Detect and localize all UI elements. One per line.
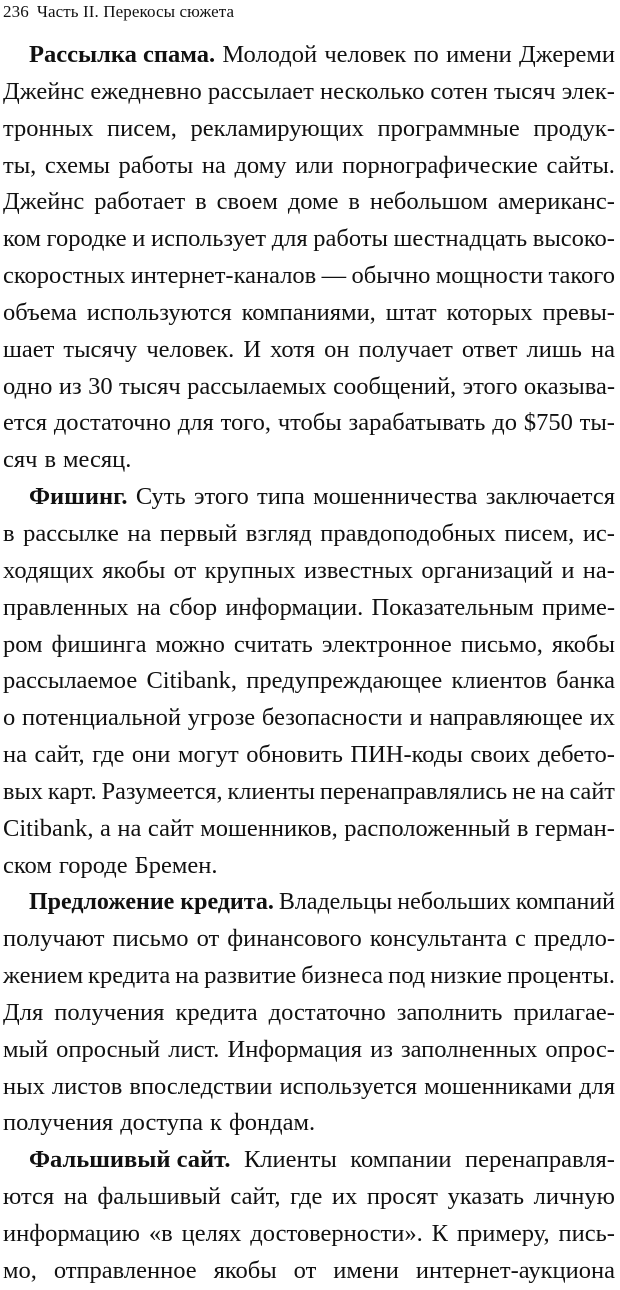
word: работы [313,225,388,253]
word: используется [279,1072,418,1100]
word: штат [385,298,437,326]
word: они [131,741,171,769]
word: тысяч [119,372,181,400]
word: из [58,372,82,400]
word: их [331,1183,358,1211]
word: Суть [135,483,186,511]
word: где [290,1183,323,1211]
word: заключается [485,483,615,511]
word: шестнадцать [393,225,528,253]
word: на [63,1183,88,1211]
text-line [3,74,615,111]
word: вых [3,777,43,805]
word: по [413,41,439,68]
word: в [516,814,529,842]
word: сотен [430,77,488,105]
word: человек [324,41,407,68]
word: «в [148,1220,173,1247]
word: имени [446,41,512,68]
word: схемы [44,151,110,179]
word: опрос- [545,1035,615,1063]
word: в [3,519,15,547]
word: одно [3,372,53,400]
word: на [201,151,226,179]
word: чтобы [277,409,342,437]
word: герман- [534,814,615,842]
text-line [3,405,615,442]
body-text [3,37,615,1290]
text-line [3,737,615,774]
word: финансового [227,925,362,953]
word: продук- [533,114,615,142]
text-line [3,111,615,148]
word: первый [159,519,238,547]
word: Молодой [222,41,318,68]
text-line [3,221,615,258]
word: обычно [351,262,431,290]
text-line [3,921,615,958]
text-line [3,884,615,921]
word: на [590,335,615,363]
word: рассылке [23,519,119,547]
text-line [3,37,615,74]
word: развитие [204,962,297,990]
word: сайты. [546,151,615,179]
word: сайт, [34,741,85,769]
word: он [324,335,350,363]
word: к [210,1109,222,1137]
word: мошенниками [424,1072,572,1100]
word: городке [46,225,127,253]
word: фишинга [51,630,147,658]
word: для [579,1072,615,1100]
word: и [561,556,575,584]
text-line [3,332,615,369]
word: К [431,1220,448,1247]
text-line [3,1142,615,1179]
word: на [540,777,565,805]
word: сайт [569,777,615,805]
word: низкие [430,962,502,990]
word: этого [462,372,518,400]
word: отправленное [53,1256,197,1284]
word: такого [548,262,615,290]
word: ром [3,630,43,658]
word: для [177,409,214,437]
word: а [100,814,111,842]
word: интернет-аукциона [415,1256,615,1284]
word: Citibank, [3,814,94,842]
word: просят [366,1183,438,1211]
word: ПИН-коды [350,741,463,769]
word: указать [447,1183,525,1211]
page-number: 236 [3,2,29,21]
word: интернет-каналов [130,262,317,290]
word: известных [303,556,414,584]
word: предло- [533,925,615,953]
word: считать [233,630,313,658]
word: шает [3,335,55,363]
word: кредита [88,962,171,990]
word: Джейнс [3,77,85,105]
word: не [512,777,536,805]
word: на- [582,556,615,584]
word: под [388,962,426,990]
word: консультанта [369,925,507,953]
word: 30 [88,372,113,400]
word: на [3,741,27,769]
word: своих [470,741,531,769]
word: получения [3,1109,114,1137]
word: Показательным [371,593,534,621]
word: листов [51,1072,123,1100]
word: целях [181,1220,242,1247]
word: Бремен. [134,851,218,879]
word: проценты. [506,962,615,990]
word: сайт [147,814,194,842]
word: правленных [3,593,129,621]
word: в [44,446,57,474]
word: того, [220,409,272,437]
text-line [3,848,615,885]
text-line [3,479,615,516]
word: пись- [558,1220,615,1247]
word: своем [216,188,278,216]
text-line [3,184,615,221]
word: ется [3,409,48,437]
word: от [173,556,197,584]
text-line [3,258,615,295]
word: тронных [3,114,94,142]
word: якобы [102,556,166,584]
word: их [589,704,615,732]
text-line [3,442,615,479]
word: оказыва- [523,372,615,400]
word: сбор [168,593,218,621]
word: и [132,225,146,253]
word: порнографические [342,151,538,179]
word: в [195,188,207,216]
word: высоко- [532,225,615,253]
word: Для [3,998,44,1026]
word: городе [58,851,128,879]
word: работы [118,151,194,179]
word: получения [54,998,165,1026]
word: жением [3,962,84,990]
word: рекламирующих [190,114,364,142]
word: приме- [541,593,615,621]
text-line [3,663,615,700]
word: примеру, [456,1220,550,1247]
word: направляющее [429,704,583,732]
text-line [3,553,615,590]
word: программные [377,114,520,142]
word: объема [3,298,77,326]
word: — [321,262,347,290]
word: на [117,814,142,842]
word: перенаправлялись [319,777,508,805]
word: получают [3,925,105,953]
word: на [175,962,200,990]
word: писем, [107,114,177,142]
word: тысяч [494,77,556,105]
word: или [295,151,334,179]
word: компаний [515,889,615,916]
text-line [3,811,615,848]
word: ты- [579,409,615,437]
word: достаточно [53,409,171,437]
word: предупреждающее [246,667,443,695]
word: тысячу [63,335,138,363]
text-line [3,369,615,406]
text-line [3,627,615,664]
chapter-title: Часть II. Перекосы сюжета [36,2,235,21]
word: Информация [227,1035,363,1063]
word: ответ [461,335,518,363]
word: хотя [270,335,316,363]
word: ходящих [3,556,94,584]
text-line [3,700,615,737]
text-line [3,774,615,811]
word: небольшом [369,188,488,216]
text-line [3,148,615,185]
word: доме [287,188,339,216]
word: якобы [213,1256,277,1284]
word: фальшивый [97,1183,221,1211]
word: небольших [397,889,511,916]
text-line [3,1069,615,1106]
word: опросный [56,1035,161,1063]
word: используются [86,298,232,326]
word: ных [3,1072,45,1100]
word: безопасности [261,704,403,732]
text-line [3,1179,615,1216]
word: ком [3,225,41,253]
word: достаточно [268,998,386,1026]
text-line [3,295,615,332]
word: письмо, [460,630,543,658]
word: дому [234,151,287,179]
paragraph-heading: Предложение кредита. [29,889,274,916]
word: человек. [146,335,235,363]
word: кредита [175,998,258,1026]
word: потенциальной [22,704,181,732]
word: сообщений, [333,372,457,400]
word: мый [3,1035,49,1063]
text-line [3,590,615,627]
word: информацию [3,1220,140,1247]
text-line [3,958,615,995]
word: доступа [120,1109,204,1137]
word: от [293,1256,317,1284]
word: с [515,925,526,953]
word: на [136,593,161,621]
text-line [3,1253,615,1290]
word: Разумеется, [101,777,223,805]
word: клиентов [451,667,547,695]
word: ском [3,851,52,879]
word: Джейнс [3,188,85,216]
word: компаниями, [241,298,376,326]
text-line [3,995,615,1032]
word: карт. [47,777,97,805]
word: в [348,188,360,216]
word: из [370,1035,393,1063]
word: мощности [435,262,544,290]
word: лист. [168,1035,220,1063]
paragraph-heading: Фальшивый сайт. [29,1146,231,1174]
word: заполненных [400,1035,538,1063]
word: скоростных [3,262,126,290]
word: Клиенты [243,1146,337,1174]
word: сяч [3,446,38,474]
word: писем, [504,519,575,547]
word: для [271,225,308,253]
word: мошенничества [313,483,478,511]
word: использует [150,225,267,253]
word: могут [177,741,239,769]
word: ис- [582,519,615,547]
word: правдоподобных [320,519,496,547]
word: рассылаемое [3,667,138,695]
text-line [3,516,615,553]
text-line [3,1105,615,1142]
text-line [3,1032,615,1069]
word: мо, [3,1256,37,1284]
word: где [92,741,125,769]
word: ежедневно [90,77,202,105]
word: угрозе [187,704,256,732]
word: личную [533,1183,615,1211]
word: которых [446,298,533,326]
word: на [127,519,152,547]
word: зарабатывать [348,409,486,437]
paragraph-heading: Фишинг. [29,483,128,511]
word: рассылаемых [187,372,327,400]
text-line [3,1216,615,1253]
word: банка [556,667,615,695]
word: дебето- [537,741,615,769]
word: превы- [542,298,615,326]
word: компании [350,1146,452,1174]
word: бизнеса [301,962,384,990]
word: впоследствии [129,1072,273,1100]
word: Citibank, [146,667,237,695]
word: от [196,925,220,953]
word: якобы [551,630,615,658]
word: прилагае- [513,998,615,1026]
word: и [409,704,423,732]
word: до [492,409,517,437]
word: американс- [497,188,615,216]
word: ты, [3,151,37,179]
word: взгляд [245,519,312,547]
word: И [243,335,262,363]
word: ются [3,1183,55,1211]
running-head [3,0,234,24]
word: организаций [421,556,553,584]
word: работает [94,188,186,216]
word: элек- [561,77,615,105]
word: информации. [225,593,364,621]
word: электронное [321,630,452,658]
word: получает [358,335,453,363]
word: Владельцы [278,889,393,916]
word: достоверности». [250,1220,423,1247]
word: о [3,704,16,732]
word: фондам. [228,1109,316,1137]
word: лишь [526,335,582,363]
word: клиенты [227,777,315,805]
paragraph-heading: Рассылка спама. [29,41,216,68]
word: $750 [523,409,573,437]
word: письмо [112,925,189,953]
word: рассылает [207,77,314,105]
word: этого [193,483,249,511]
word: мошенников, [200,814,338,842]
word: Джереми [519,41,615,68]
word: обновить [246,741,343,769]
word: сайт, [230,1183,281,1211]
word: несколько [319,77,425,105]
word: заполнить [396,998,503,1026]
word: крупных [204,556,296,584]
word: имени [333,1256,399,1284]
word: расположенный [344,814,511,842]
word: можно [155,630,225,658]
word: месяц. [63,446,132,474]
word: перенаправля- [465,1146,615,1174]
word: типа [257,483,305,511]
